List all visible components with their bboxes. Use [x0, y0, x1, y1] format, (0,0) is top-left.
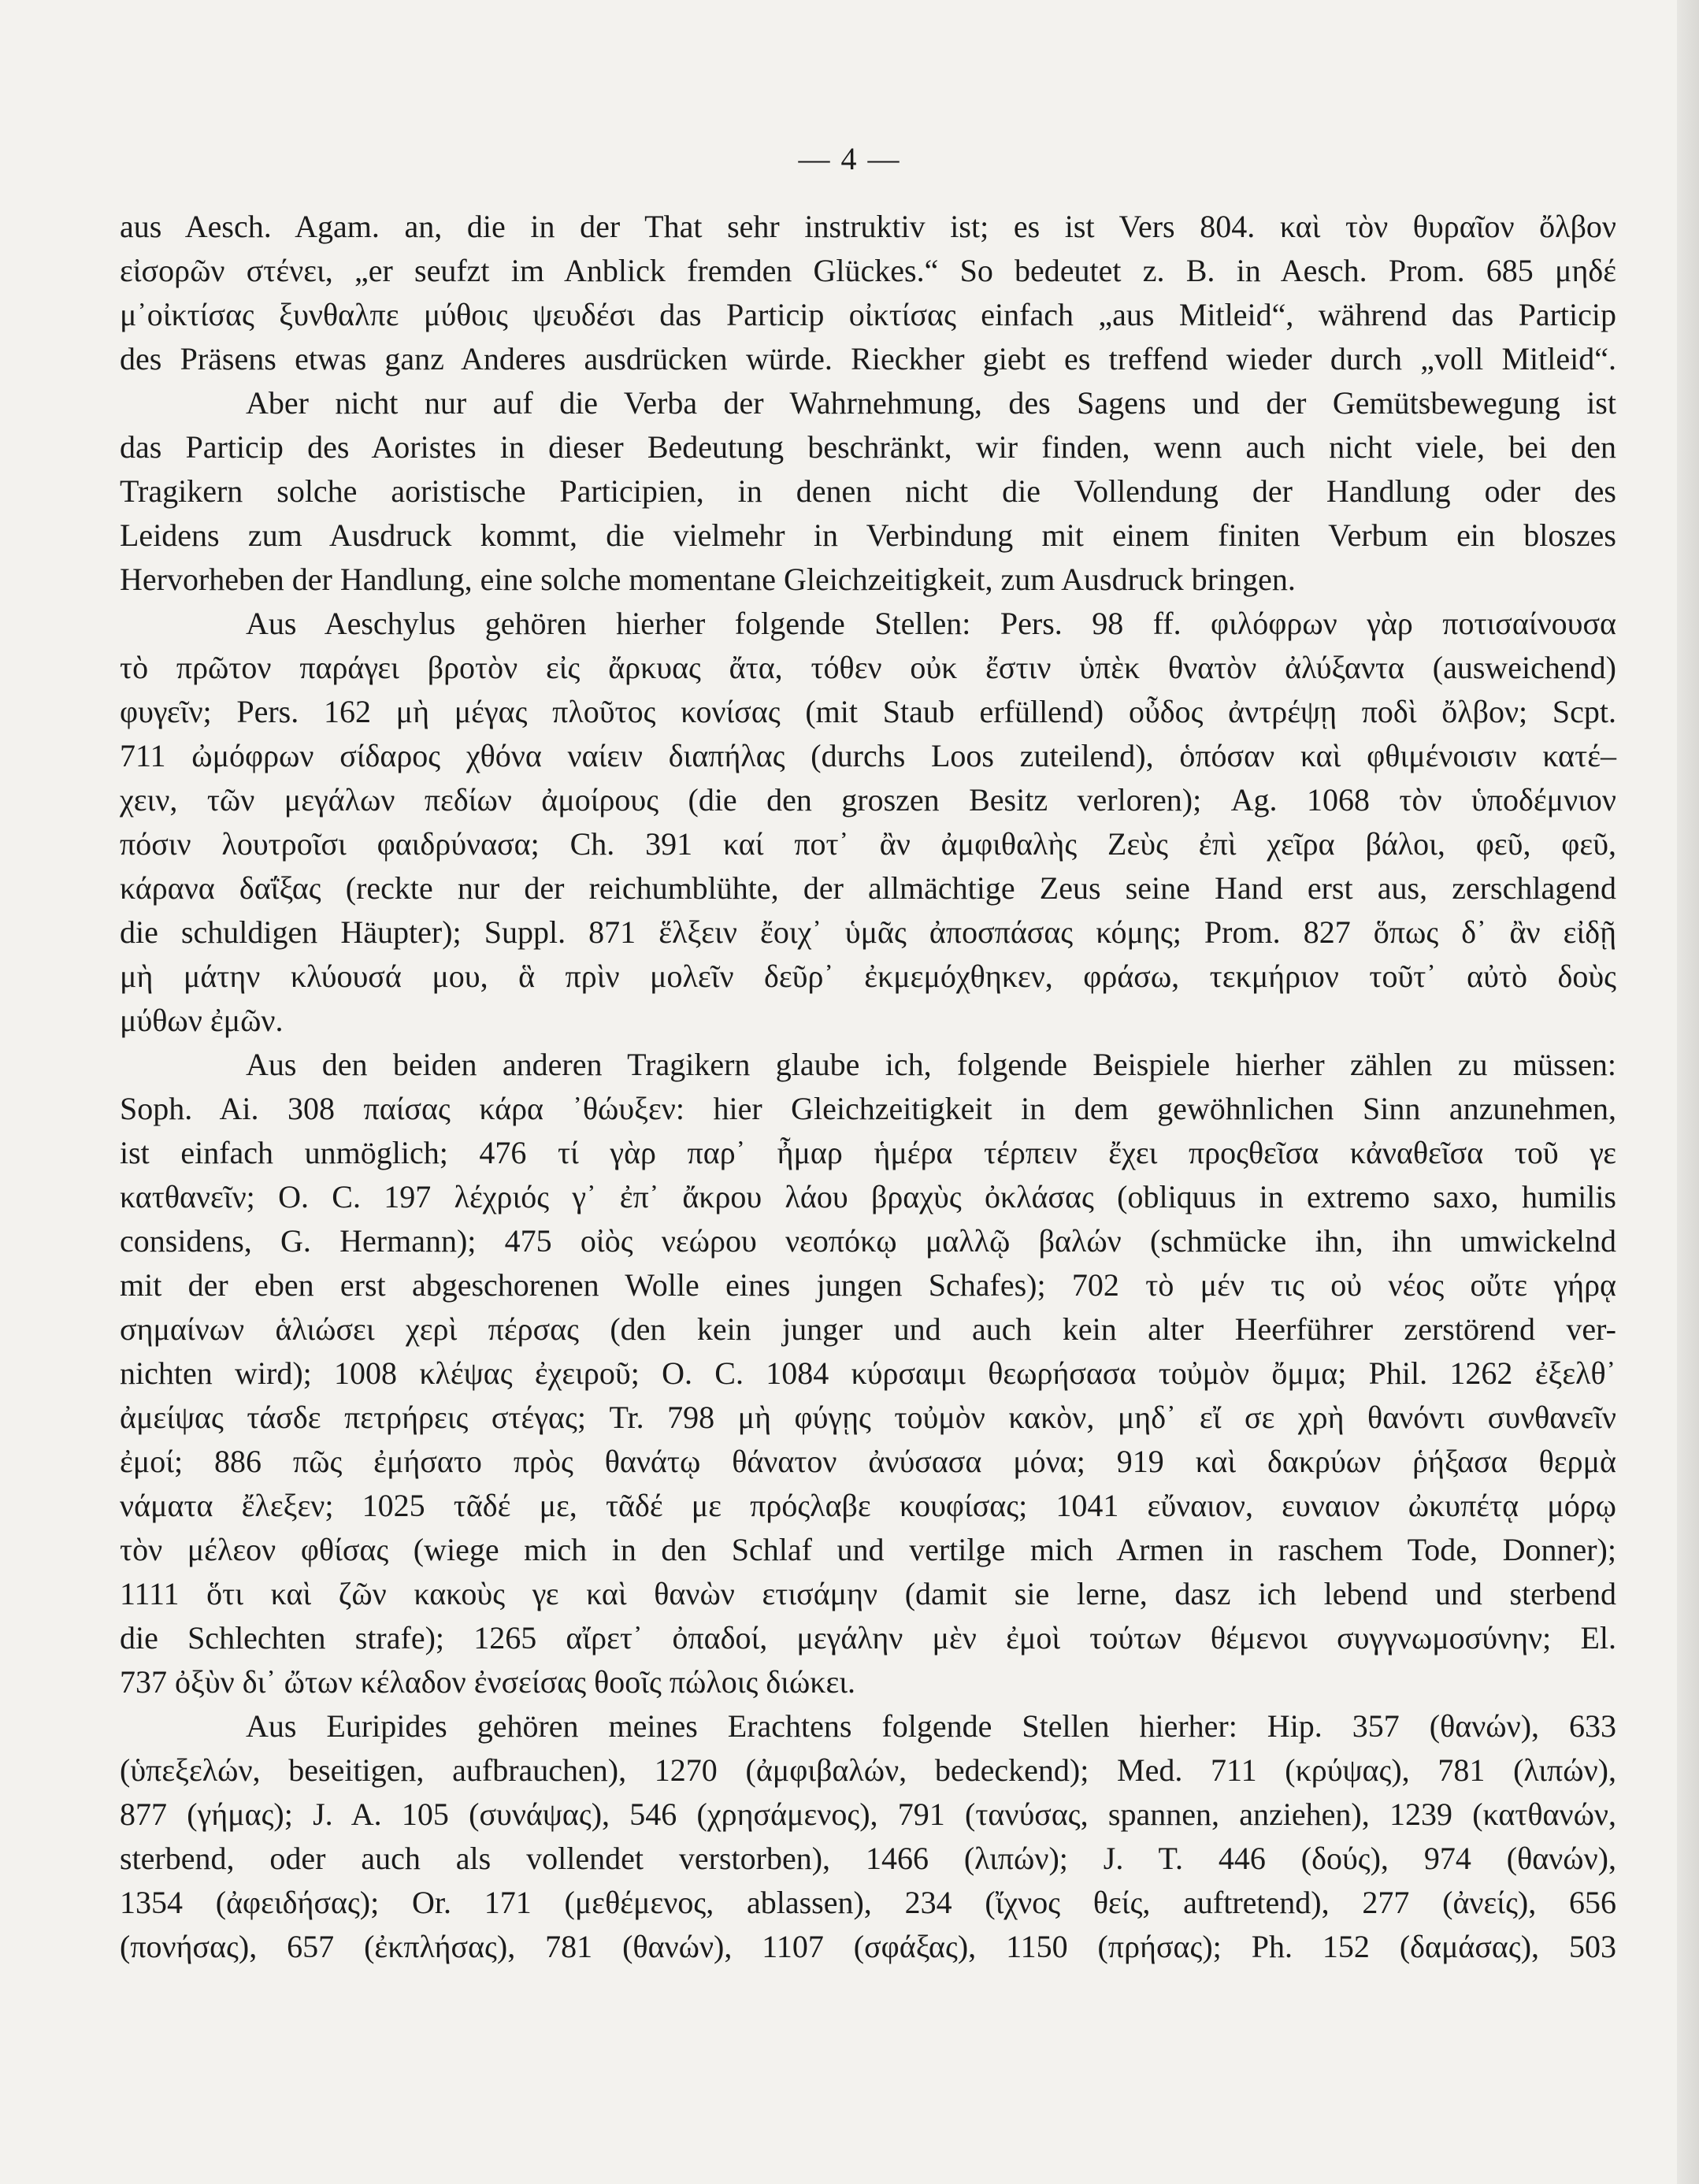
text-line: nichten wird); 1008 κλέψας ἐχειροῦ; O. C. 1084 κύρσαιμι θεωρήσασα τοὐμὸν ὄμμα; Phil. 1262 ἐξελθ᾽: [120, 1355, 1616, 1391]
text-line: Leidens zum Ausdruck kommt, die vielmehr in Verbindung mit einem finiten Verbum ein bloszes: [120, 517, 1616, 553]
text-line: considens, G. Hermann); 475 οἰὸς νεώρου νεοπόκῳ μαλλῷ βαλών (schmücke ihn, ihn umwickelnd: [120, 1223, 1616, 1259]
text-line: des Präsens etwas ganz Anderes ausdrücken würde. Rieckher giebt es treffend wieder durch „voll Mitleid“.: [120, 341, 1616, 376]
text-line: das Particip des Aoristes in dieser Bedeutung beschränkt, wir finden, wenn auch nicht viele, bei den: [120, 429, 1616, 465]
text-line: κατθανεῖν; O. C. 197 λέχριός γ᾽ ἐπ᾽ ἄκρου λάου βραχὺς ὀκλάσας (obliquus in extremo saxo, humilis: [120, 1179, 1616, 1214]
text-line: πόσιν λουτροῖσι φαιδρύνασα; Ch. 391 καί ποτ᾽ ἂν ἀμφιθαλὴς Ζεὺς ἐπὶ χεῖρα βάλοι, φεῦ, φεῦ,: [120, 826, 1616, 862]
text-line: σημαίνων ἁλιώσει χερὶ πέρσας (den kein junger und auch kein alter Heerführer zerstörend ver-: [120, 1311, 1616, 1347]
text-line: Aus Euripides gehören meines Erachtens folgende Stellen hierher: Hip. 357 (θανών), 633: [246, 1708, 1616, 1744]
text-line: Hervorheben der Handlung, eine solche momentane Gleichzeitigkeit, zum Ausdruck bringen.: [120, 562, 1296, 597]
text-line: 737 ὀξὺν δι᾽ ὤτων κέλαδον ἐνσείσας θοοῖς πώλοις διώκει.: [120, 1664, 856, 1700]
text-line: φυγεῖν; Pers. 162 μὴ μέγας πλοῦτος κονίσας (mit Staub erfüllend) οὖδος ἀντρέψῃ ποδὶ ὄλβον; Scpt.: [120, 694, 1616, 729]
text-line: aus Aesch. Agam. an, die in der That sehr instruktiv ist; es ist Vers 804. καὶ τὸν θυραῖον ὄλβον: [120, 209, 1616, 244]
text-line: 1111 ὅτι καὶ ζῶν κακοὺς γε καὶ θανὼν ετισάμην (damit sie lerne, dasz ich lebend und sterbend: [120, 1576, 1616, 1611]
text-line: μ᾽οἰκτίσας ξυνθαλπε μύθοις ψευδέσι das Particip οἰκτίσας einfach „aus Mitleid“, während das Particip: [120, 297, 1616, 332]
text-line: Aus Aeschylus gehören hierher folgende Stellen: Pers. 98 ff. φιλόφρων γὰρ ποτισαίνουσα: [246, 606, 1616, 641]
text-line: 877 (γήμας); J. A. 105 (συνάψας), 546 (χρησάμενος), 791 (τανύσας, spannen, anziehen), 1239 (κατθανών,: [120, 1797, 1616, 1832]
text-line: χειν, τῶν μεγάλων πεδίων ἀμοίρους (die den groszen Besitz verloren); Ag. 1068 τὸν ὑποδέμνιον: [120, 782, 1616, 818]
text-line: mit der eben erst abgeschorenen Wolle eines jungen Schafes); 702 τὸ μέν τις οὐ νέος οὔτε γήρᾳ: [120, 1267, 1616, 1303]
text-line: ἀμείψας τάσδε πετρήρεις στέγας; Tr. 798 μὴ φύγῃς τοὐμὸν κακὸν, μηδ᾽ εἴ σε χρὴ θανόντι συνθανεῖν: [120, 1400, 1616, 1435]
text-line: ἐμοί; 886 πῶς ἐμήσατο πρὸς θανάτῳ θάνατον ἀνύσασα μόνα; 919 καὶ δακρύων ῥήξασα θερμὰ: [120, 1444, 1616, 1479]
text-line: μὴ μάτην κλύουσά μου, ἃ πρὶν μολεῖν δεῦρ᾽ ἐκμεμόχθηκεν, φράσω, τεκμήριον τοῦτ᾽ αὐτὸ δοὺς: [120, 959, 1616, 994]
text-line: (ὑπεξελών, beseitigen, aufbrauchen), 1270 (ἀμφιβαλών, bedeckend); Med. 711 (κρύψας), 781 (λιπών),: [120, 1752, 1616, 1788]
page-number: — 4 —: [798, 141, 901, 176]
text-line: 1354 (ἀφειδήσας); Or. 171 (μεθέμενος, ablassen), 234 (ἴχνος θείς, auftretend), 277 (ἀνείς), 656: [120, 1885, 1616, 1920]
text-line: die schuldigen Häupter); Suppl. 871 ἕλξειν ἔοιχ᾽ ὑμᾶς ἀποσπάσας κόμης; Prom. 827 ὅπως δ᾽ ἂν εἰδῇ: [120, 914, 1616, 950]
text-line: ist einfach unmöglich; 476 τί γὰρ παρ᾽ ἦμαρ ἡμέρα τέρπειν ἔχει προςθεῖσα κἀναθεῖσα τοῦ γε: [120, 1135, 1616, 1170]
text-line: τὸ πρῶτον παράγει βροτὸν εἰς ἄρκυας ἄτα, τόθεν οὐκ ἔστιν ὑπὲκ θνατὸν ἀλύξαντα (ausweichend): [120, 650, 1616, 685]
text-line: μύθων ἐμῶν.: [120, 1003, 284, 1038]
text-line: sterbend, oder auch als vollendet verstorben), 1466 (λιπών); J. T. 446 (δούς), 974 (θανών),: [120, 1841, 1616, 1876]
text-line: τὸν μέλεον φθίσας (wiege mich in den Schlaf und vertilge mich Armen in raschem Tode, Donner);: [120, 1532, 1616, 1567]
text-line: εἰσορῶν στένει, „er seufzt im Anblick fremden Glückes.“ So bedeutet z. B. in Aesch. Prom. 685 μηδέ: [120, 253, 1616, 288]
text-line: Aber nicht nur auf die Verba der Wahrnehmung, des Sagens und der Gemütsbewegung ist: [246, 385, 1616, 421]
text-line: die Schlechten strafe); 1265 αἴρετ᾽ ὀπαδοί, μεγάλην μὲν ἐμοὶ τούτων θέμενοι συγγνωμοσύνην; El.: [120, 1620, 1616, 1656]
text-line: Aus den beiden anderen Tragikern glaube ich, folgende Beispiele hierher zählen zu müssen:: [246, 1047, 1616, 1082]
body-text: [120, 205, 1616, 1969]
text-line: νάματα ἔλεξεν; 1025 τᾶδέ με, τᾶδέ με πρόςλαβε κουφίσας; 1041 εὔναιον, ευναιον ὠκυπέτᾳ μόρῳ: [120, 1488, 1616, 1523]
text-line: Tragikern solche aoristische Participien, in denen nicht die Vollendung der Handlung oder des: [120, 473, 1616, 509]
text-line: κάρανα δαΐξας (reckte nur der reichumblühte, der allmächtige Zeus seine Hand erst aus, zerschlagend: [120, 870, 1616, 906]
text-line: (πονήσας), 657 (ἐκπλήσας), 781 (θανών), 1107 (σφάξας), 1150 (πρήσας); Ph. 152 (δαμάσας), 503: [120, 1929, 1616, 1964]
text-line: 711 ὠμόφρων σίδαρος χθόνα ναίειν διαπήλας (durchs Loos zuteilend), ὁπόσαν καὶ φθιμένοισιν κατέ–: [120, 738, 1616, 773]
text-line: Soph. Ai. 308 παίσας κάρα ᾽θώυξεν: hier Gleichzeitigkeit in dem gewöhnlichen Sinn anzunehmen,: [120, 1091, 1616, 1126]
page-edge: [1677, 0, 1699, 2184]
